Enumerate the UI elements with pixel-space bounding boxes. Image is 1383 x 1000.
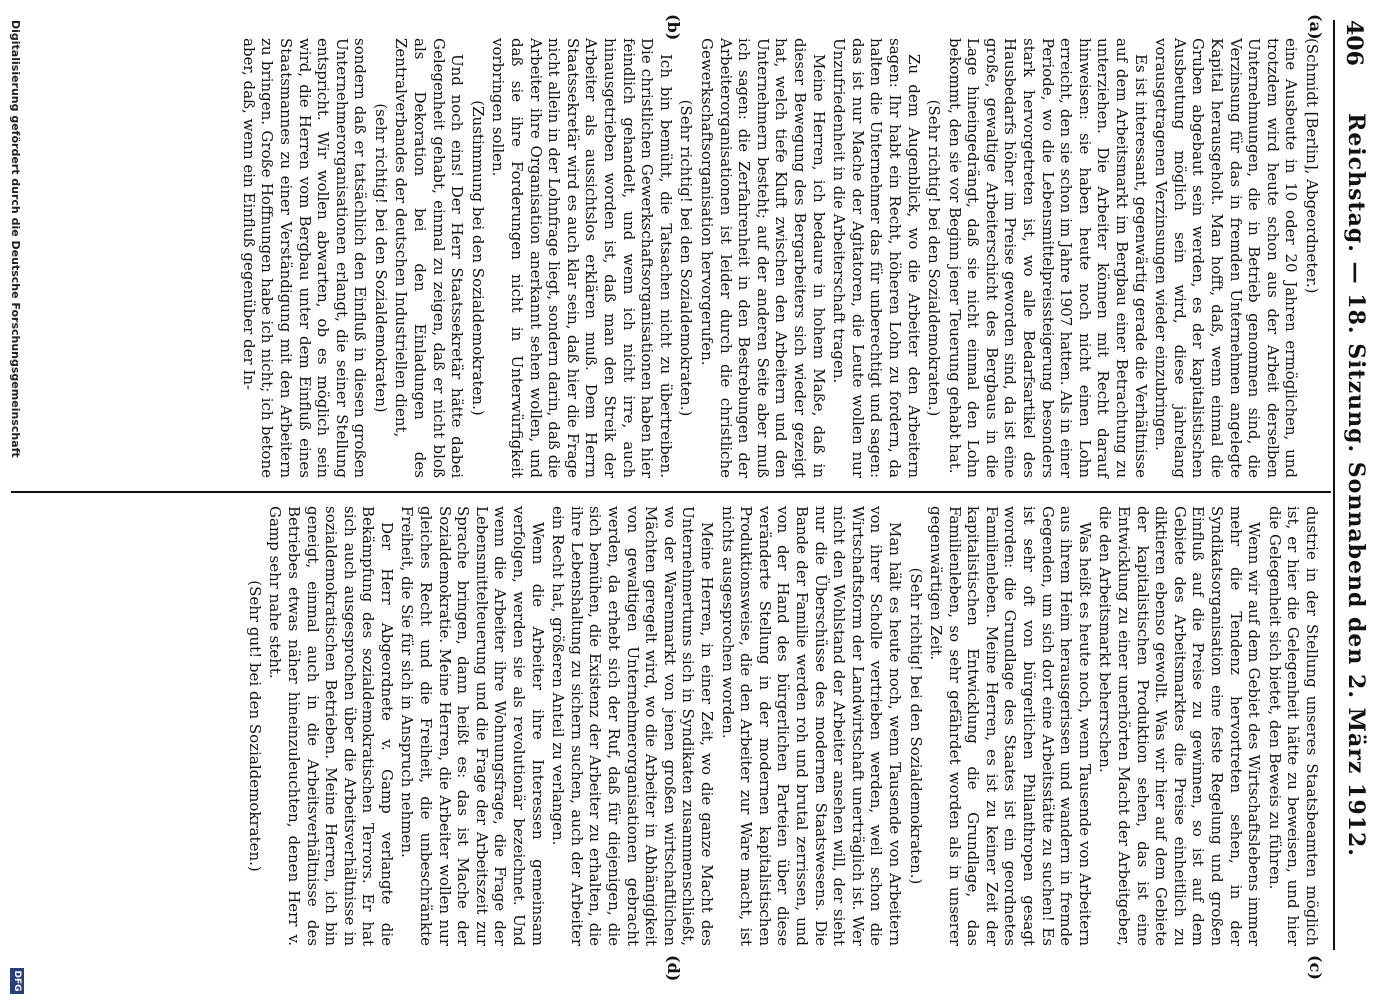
paragraph: Der Herr Abgeordnete v. Gamp verlangte die Bekämpfung des sozialdemokratischen Terrors. Er hat sich auch ausgesprochen über die Arbeitsverhältnisse in sozialdemokratischen Betrieben. Meine Herren, ich bin geneigt, einmal auch in die Arbeitsverhältnisse des Betriebes etwas näher hineinzuleuchten, denen Herr v. Gamp sehr nahe steht.	[266, 506, 396, 946]
interjection: (Sehr richtig! bei den Sozialdemokraten.)	[925, 99, 944, 417]
interjection: (Sehr richtig! bei den Sozialdemokraten.)	[906, 567, 925, 885]
margin-marker-a: (a)	[1306, 14, 1325, 40]
paragraph: Was heißt es heute noch, wenn Tausende von Arbeitern aus ihrem Heim herausgerissen und wandern in fremde Gegenden, um sich dort eine Arbeitsstätte zu suchen! Es ist sehr oft von bürgerlichen Philanthropen gesagt worden: die Grundlage des Staates ist ein geordnetes Familienleben. Meine Herren, es ist zu keiner Zeit der kapitalistischen Entwicklung die Grundlage, das Familienleben, so sehr gefährdet worden als in unserer gegenwärtigen Zeit.	[927, 506, 1094, 946]
paragraph: sondern daß er tatsächlich den Einfluß in diesen großen Unternehmerorganisationen erlangt, die seiner Stellung entspricht. Wir wollen abwarten, ob es möglich sein wird, die Herren vom Bergbau unter dem Einfluß eines Staatsmannes zu einer Verständigung mit den Arbeitern zu bringen. Große Hoffnungen habe ich nicht; ich betone aber, daß, wenn ein Einfluß gegenüber der In-	[239, 38, 370, 478]
paragraph: dustrie in der Stellung unseres Staatsbeamten möglich ist, er hier die Gelegenheit hätte zu beweisen, und hier die Gelegenheit sich bietet, den Beweis zu führen.	[1265, 506, 1321, 946]
paragraph: Und noch eins! Der Herr Staatssekretär hätte dabei Gelegenheit gehabt, einmal zu zeigen, daß er nicht bloß als Dekoration bei den Einladungen des Zentralverbandes der deutschen Industriellen dient,	[392, 38, 467, 478]
column-divider	[11, 491, 1331, 493]
dfg-logo: DFG	[10, 968, 24, 994]
interjection: (sehr richtig! bei den Sozialdemokraten)	[371, 103, 390, 413]
speaker-label: (Schmidt [Berlin], Abgeordneter.)	[1303, 38, 1321, 294]
funding-credit: Digitalisierung gefördert durch die Deutsche Forschungsgemeinschaft	[9, 20, 22, 458]
paragraph: eine Ausbeute in 10 oder 20 Jahren ermöglichen, und trotzdem wird heute schon aus der Arbeit derselben Unternehmungen, die in Betrieb genommen sind, die Verzinsung für das in fremden Unternehmen angelegte Kapital herausgeholt. Man hofft, daß, wenn einmal die Gruben abgebaut sein werden, es der kapitalistischen Ausbeutung möglich sein wird, diese jahrelang vorausgetragenen Verzinsungen wieder einzubringen.	[1152, 38, 1301, 478]
paragraph: Ich bin bemüht, die Tatsachen nicht zu übertreiben. Die christlichen Gewerkschaftsorganisationen haben hier feindlich gehandelt, und wenn ich nicht irre, auch hinausgetrieben worden ist, daß man den Streik der Arbeiter als aussichtslos erklären muß. Dem Herrn Staatssekretär wird es auch klar sein, daß hier die Frage nicht allein in der Lohnfrage liegt, sondern darin, daß die Arbeiter ihre Organisation anerkannt sehen wollen, und daß sie ihre Forderungen nicht in Unterwürfigkeit vorbringen sollen.	[489, 38, 675, 478]
interjection: (Sehr gut! bei den Sozialdemokraten.)	[245, 580, 264, 872]
header-rule	[1333, 20, 1335, 950]
paragraph: Es ist interessant, gegenwärtig gerade die Verhältnisse auf dem Arbeitsmarkt im Bergbau einer Betrachtung zu unterziehen. Die Arbeiter können mit Recht darauf hinweisen: sie haben heute noch nicht einen Lohn erreicht, den sie schon im Jahre 1907 hatten. Als in einer Periode, wo die Lebensmittelpreissteigerung besonders stark hervorgetreten ist, wo alle Bedarfsartikel des Hausbedarfs höher im Preise geworden sind, da ist eine große, gewaltige Arbeiterschicht des Bergbaus in die Lage hineingedrängt, daß sie nicht einmal den Lohn bekommt, den sie vor Beginn jener Teuerung gehabt hat.	[945, 38, 1150, 478]
text-column-left	[237, 38, 1321, 478]
paragraph: Wenn die Arbeiter ihre Interessen gemeinsam verfolgen, werden sie als revolutionär bezeichnet. Und wenn die Arbeiter ihre Wohnungsfrage, die Frage der Lebensmittelteuerung und die Frage der Arbeitszeit zur Sprache bringen, dann heißt es: das ist Mache der Sozialdemokratie. Meine Herren, die Arbeiter wollen nur gleiches Recht und die Freiheit, die unbeschränkte Freiheit, die Sie für sich in Anspruch nehmen.	[398, 506, 547, 946]
page-header	[1335, 20, 1375, 950]
text-column-right	[243, 506, 1321, 946]
digitization-footer	[0, 0, 28, 1000]
interjection: (Zustimmung bei den Sozialdemokraten.)	[468, 100, 487, 416]
page-number: 406	[1341, 20, 1367, 66]
paragraph: Wenn wir auf dem Gebiet des Wirtschaftslebens immer mehr die Tendenz hervortreten sehen, in der Syndikatsorganisation eine feste Regelung und großen Einfluß auf die Preise zu gewinnen, so ist auf dem Gebiete des Arbeitsmarktes die Preise einheitlich zu diktieren ebenso gewollt. Was wir hier auf dem Gebiete der kapitalistischen Produktion sehen, das ist eine Entwicklung zu einer unerhörten Macht der Arbeitgeber, die den Arbeitsmarkt beherrschen.	[1096, 506, 1264, 946]
paragraph: Meine Herren, ich bedaure in hohem Maße, daß in dieser Bewegung des Bergarbeiters sich wieder gezeigt hat, welch tiefe Kluft zwischen den Arbeitern und den Unternehmern besteht; auf der anderen Seite aber muß ich sagen: die Zerfahrenheit in den Bestrebungen der Arbeiterorganisationen ist leider durch die christliche Gewerkschaftsorganisation hervorgerufen.	[698, 38, 828, 478]
paragraph: Man hält es heute noch, wenn Tausende von Arbeitern von ihrer Scholle vertrieben werden, weil schon die Wirtschaftsform der Landwirtschaft unerträglich ist. Wer nicht den Wohlstand der Arbeiter ansehen will, der sieht nur die Überschüsse des modernen Staatswesens. Die Bande der Familie werden roh und brutal zerrissen, und von der Hand des bürgerlichen Parteien über diese veränderte Stellung in der modernen kapitalistischen Produktionsweise, die den Arbeiter zur Ware macht, ist nichts ausgesprochen worden.	[718, 506, 904, 946]
paragraph: Meine Herren, in einer Zeit, wo die ganze Macht des Unternehmertums sich in Syndikaten zusammenschließt, wo der Warenmarkt von jenen großen wirtschaftlichen Mächten geregelt wird, wo die Arbeiter in Abhängigkeit von gewaltigen Unternehmerorganisationen gebracht werden, da erhebt sich der Ruf, daß für diejenigen, die sich bemühen, die Existenz der Arbeiter zu erhalten, die ihre Lebenshaltung zu sichern suchen, auch der Arbeiter ein Recht hat, größeren Anteil zu verlangen.	[549, 506, 716, 946]
running-title: Reichstag. — 18. Sitzung. Sonnabend den 2. März 1912.	[1343, 113, 1369, 857]
margin-marker-c: (c)	[1306, 955, 1325, 980]
margin-marker-b: (b)	[664, 14, 683, 41]
margin-marker-d: (d)	[664, 955, 683, 982]
interjection: (Sehr richtig! bei den Sozialdemokraten.)	[677, 99, 696, 417]
paragraph: Zu dem Augenblick, wo die Arbeiter den Arbeitern sagen: Ihr habt ein Recht, höheren Lohn zu fordern, da halten die Unternehmer das für unberechtigt und sagen: das ist nur Mache der Agitatoren, die Leute wollen nur Unzufriedenheit in die Arbeiterschaft tragen.	[830, 38, 923, 478]
